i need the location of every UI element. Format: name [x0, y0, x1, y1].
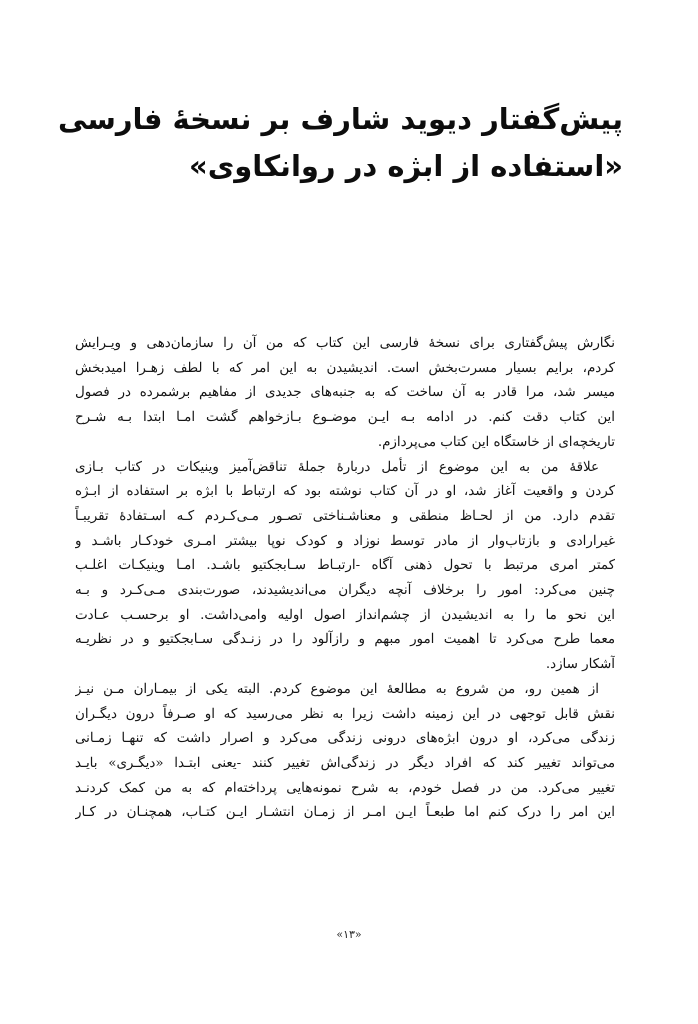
paragraph-2 — [75, 456, 615, 678]
text-line: زندگی می‌کرد، او درون ابژه‌های درونی زندگی می‌کرد و اصرار داشت که تنهـا زمـانی — [75, 731, 615, 747]
paragraph-3 — [75, 678, 615, 826]
paragraph-1 — [75, 332, 615, 456]
text-line: نقش قابل توجهی در این زمینه داشت زیرا به نظر می‌رسید که او صـرفاً درون دیگـران — [75, 706, 615, 722]
title-line-1: پیش‌گفتار دیوید شارف بر نسخهٔ فارسی — [58, 102, 623, 136]
text-line: از همین رو، من شروع به مطالعهٔ این موضوع کردم. البته یکی از بیمـاران مـن نیـز — [75, 681, 599, 697]
text-line: می‌تواند تغییر کند که افراد دیگر در زندگی‌اش تغییر کنند -یعنی ابتـدا «دیگـری» بایـد — [75, 755, 615, 771]
text-line: این نحو ما را به اندیشیدن از چشم‌انداز اصول اولیه وامی‌داشت. او برحسـب عـادت — [75, 607, 615, 623]
text-line: این کتاب دقت کنم. در ادامه بـه ایـن موضـوع بـازخواهم گشت امـا ابتدا بـه شـرح — [75, 410, 615, 426]
text-line: آشکار سازد. — [545, 657, 615, 673]
text-line: این امر را درک کنم اما طبعـاً ایـن امـر از زمـان انتشـار ایـن کتـاب، همچنـان در کـار — [75, 805, 615, 821]
text-line: کردن و واقعیت آغاز شد، او در آن کتاب نوشته بود که ارتباط با ابژه بر استفاده از ابـژه — [75, 484, 615, 500]
text-line: معما طرح می‌کرد تا اهمیت امور مبهم و رازآلود را در زنـدگی سـابجکتیو و در نظریـه — [75, 632, 615, 648]
text-line: کردم، برایم بسیار مسرت‌بخش است. اندیشیدن به این امر که با لطف زهـرا امیدبخش — [75, 360, 615, 376]
page-title — [58, 96, 623, 190]
body-text — [75, 332, 615, 826]
title-line-2: «استفاده از ابژه در روانکاوی» — [188, 149, 623, 183]
text-line: کمتر امری مرتبط با تحول ذهنی آگاه -ارتبـاط سـابجکتیو باشـد. امـا وینیکـات اغلـب — [75, 558, 615, 574]
text-line: غیرارادی و بازتاب‌وار از مادر توسط نوزاد و کودک نوپا بیشتر امـری خودکـار باشـد و — [75, 533, 615, 549]
text-line: علاقهٔ من به این موضوع از تأمل دربارهٔ جملهٔ تناقض‌آمیز وینیکات در کتاب بـازی — [75, 459, 599, 475]
text-line: چنین می‌کرد: امور را برخلاف آنچه دیگران می‌اندیشیدند، صورت‌بندی مـی‌کـرد و بـه — [75, 583, 615, 599]
text-line: تغییر می‌کرد. من در فصل خودم، به شرح نمونه‌هایی پرداخته‌ام که به من کمک کردنـد — [75, 780, 615, 796]
text-line: تاریخچه‌ای از خاستگاه این کتاب می‌پردازم. — [377, 434, 615, 450]
text-line: تقدم دارد. من از لحـاظ منطقی و معناشـناختی تصـور مـی‌کـردم کـه اسـتفادهٔ تقریبـاً — [75, 508, 615, 524]
text-line: نگارش پیش‌گفتاری برای نسخهٔ فارسی این کتاب که من آن را سازمان‌دهی و ویـرایش — [75, 336, 615, 351]
text-line: میسر شد، مرا قادر به آن ساخت که به جنبه‌های جدیدی از مفاهیم برشمرده در فصول — [75, 385, 615, 401]
page-number: «۱۳» — [336, 928, 362, 941]
